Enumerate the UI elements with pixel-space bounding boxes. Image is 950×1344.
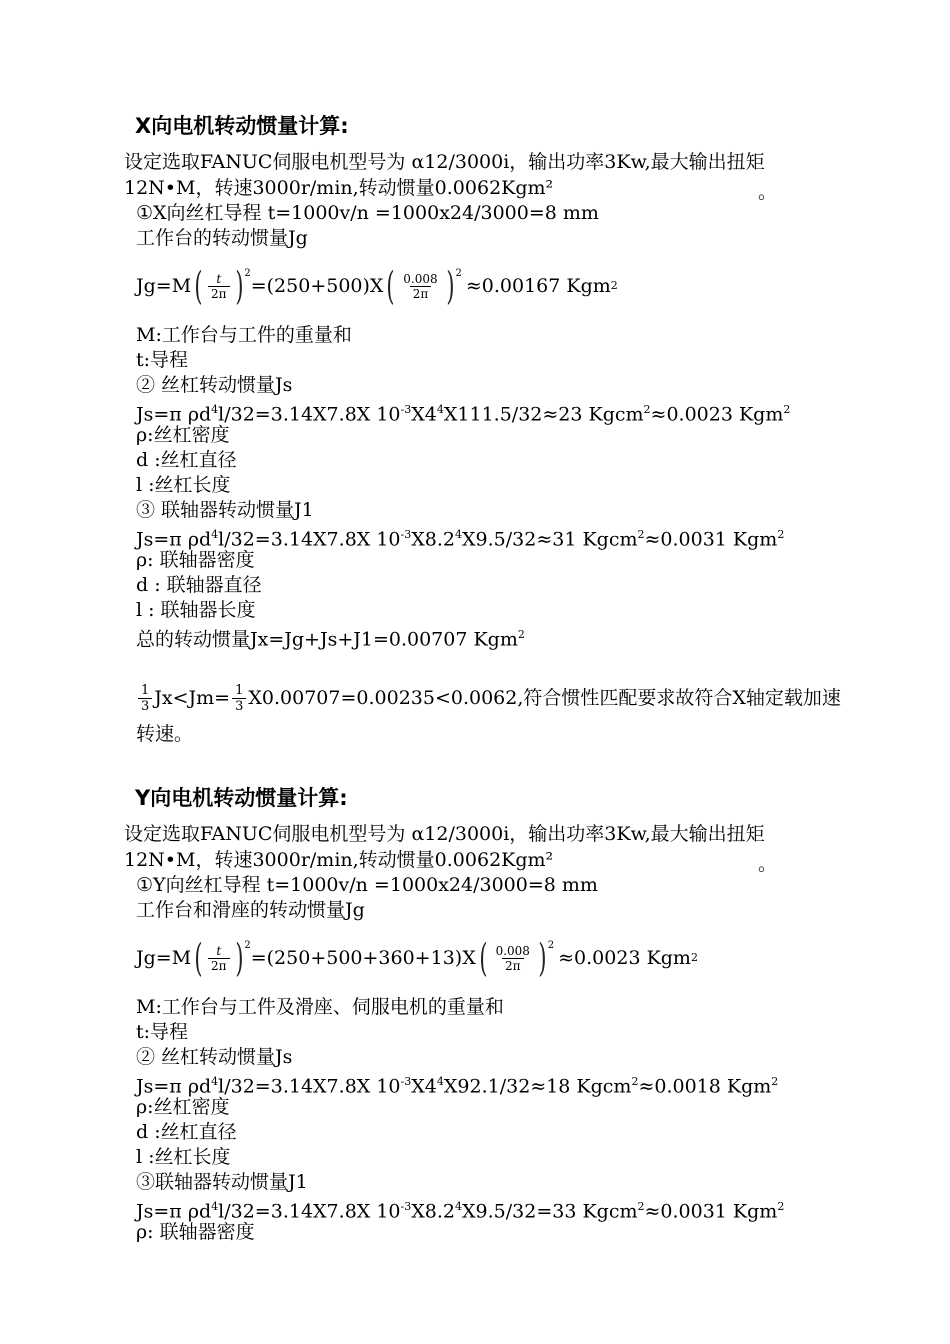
fraction-denominator: 3	[232, 698, 246, 714]
x-screw-l: l :丝杠长度	[136, 474, 231, 496]
fraction-denominator: 2π	[502, 958, 524, 973]
x-intro-line2: 12N•M，转速3000r/min,转动惯量0.0062Kgm²	[124, 177, 554, 199]
formula-part: l/32=3.14X7.8X 10	[218, 1075, 401, 1098]
formula-part: X111.5/32≈23 Kgcm	[443, 403, 644, 426]
left-paren: (	[194, 936, 203, 980]
x-screw-d: d :丝杠直径	[136, 449, 237, 471]
left-paren: (	[386, 264, 395, 308]
formula-part: X9.5/32≈31 Kgcm	[462, 528, 638, 551]
unit-exponent: 2	[610, 279, 618, 292]
fraction-numerator: 1	[141, 682, 150, 698]
y-def-M: M:工作台与工件及滑座、伺服电机的重量和	[136, 996, 504, 1018]
exponent: 2	[637, 1200, 645, 1213]
exponent: 2	[517, 628, 525, 641]
x-jg-mid: =(250+500)X	[250, 275, 384, 297]
y-t-fraction	[208, 944, 230, 973]
x-jg-lhs: Jg=M	[136, 275, 192, 297]
y-intro-period: 。	[758, 853, 778, 875]
exponent: 4	[455, 1200, 462, 1213]
fraction-numerator: t	[216, 271, 222, 286]
formula-part: X4	[411, 403, 437, 426]
x-coupling-l: l : 联轴器长度	[136, 599, 256, 621]
right-paren: )	[445, 264, 455, 308]
left-paren: (	[479, 936, 488, 980]
exponent: 4	[211, 1075, 219, 1088]
square-exponent: 2	[244, 940, 251, 951]
square-exponent: 2	[244, 268, 251, 279]
right-paren: )	[234, 936, 244, 980]
left-paren: (	[194, 264, 203, 308]
exponent: 2	[643, 403, 651, 416]
formula-part: ≈0.0018 Kgm	[638, 1075, 772, 1098]
exponent: 2	[637, 528, 645, 541]
y-intro-line2: 12N•M，转速3000r/min,转动惯量0.0062Kgm²	[124, 849, 554, 871]
check-text: Jx<Jm=	[154, 687, 231, 709]
formula-part: Js=π ρd	[136, 528, 212, 551]
formula-part: ≈0.0031 Kgm	[644, 528, 778, 551]
exponent: -3	[400, 403, 412, 416]
fraction-denominator: 2π	[208, 286, 230, 301]
check-text: X0.00707=0.00235<0.0062,符合惯性匹配要求故符合X轴定载加速	[248, 687, 841, 709]
x-def-M: M:工作台与工件的重量和	[136, 324, 352, 346]
y-jg-mid: =(250+500+360+13)X	[250, 947, 476, 969]
x-coupling-d: d : 联轴器直径	[136, 574, 262, 596]
y-lead-line: ①Y向丝杠导程 t=1000v/n =1000x24/3000=8 mm	[136, 874, 598, 896]
exponent: 4	[211, 528, 219, 541]
y-screw-formula	[136, 1070, 778, 1098]
formula-part: X8.2	[411, 528, 455, 551]
exponent: 4	[436, 403, 444, 416]
total-text: 总的转动惯量Jx=Jg+Js+J1=0.00707 Kgm	[136, 628, 518, 651]
exponent: 4	[211, 403, 219, 416]
formula-part: l/32=3.14X7.8X 10	[218, 403, 401, 426]
y-jg-formula	[136, 934, 698, 982]
formula-part: X9.5/32=33 Kgcm	[462, 1200, 638, 1223]
formula-part: ≈0.0023 Kgm	[650, 403, 784, 426]
formula-part: X4	[411, 1075, 437, 1098]
fraction-denominator: 3	[138, 698, 152, 714]
y-screw-title: ② 丝杠转动惯量Js	[136, 1046, 293, 1068]
x-jg-result: ≈0.00167 Kgm	[465, 275, 611, 297]
x-def-t: t:导程	[136, 349, 189, 371]
x-intro-period: 。	[758, 181, 778, 203]
y-jg-lhs: Jg=M	[136, 947, 192, 969]
fraction-numerator: 0.008	[495, 943, 530, 958]
x-t-fraction	[208, 272, 230, 301]
x-screw-rho: ρ:丝杠密度	[136, 424, 230, 446]
exponent: 2	[631, 1075, 639, 1088]
x-screw-formula	[136, 398, 790, 426]
right-paren: )	[538, 936, 547, 980]
square-exponent: 2	[547, 940, 555, 951]
y-def-t: t:导程	[136, 1021, 189, 1043]
exponent: 4	[455, 528, 462, 541]
x-jg-formula	[136, 262, 618, 310]
square-exponent: 2	[455, 268, 462, 279]
exponent: -3	[400, 1200, 412, 1213]
formula-part: Js=π ρd	[136, 403, 212, 426]
y-screw-d: d :丝杠直径	[136, 1121, 237, 1143]
formula-part: ≈0.0031 Kgm	[644, 1200, 778, 1223]
x-coupling-title: ③ 联轴器转动惯量J1	[136, 499, 314, 521]
x-table-inertia-label: 工作台的转动惯量Jg	[136, 227, 308, 249]
formula-part: Js=π ρd	[136, 1075, 212, 1098]
y-coupling-title: ③联轴器转动惯量J1	[136, 1171, 308, 1193]
one-third-fraction	[138, 683, 152, 714]
x-intro-line1: 设定选取FANUC伺服电机型号为 α12/3000i，输出功率3Kw,最大输出扭矩	[124, 151, 765, 173]
y-screw-l: l :丝杠长度	[136, 1146, 231, 1168]
y-jg-result: ≈0.0023 Kgm	[558, 947, 691, 969]
y-screw-rho: ρ:丝杠密度	[136, 1096, 230, 1118]
exponent: 2	[771, 1075, 779, 1088]
y-coupling-rho: ρ: 联轴器密度	[136, 1221, 255, 1243]
formula-part: l/32=3.14X7.8X 10	[218, 1200, 401, 1223]
one-third-fraction	[232, 683, 246, 714]
exponent: 2	[783, 403, 791, 416]
right-paren: )	[234, 264, 244, 308]
fraction-numerator: 0.008	[403, 271, 438, 286]
exponent: -3	[400, 1075, 412, 1088]
x-lead-fraction	[400, 272, 440, 301]
y-lead-fraction	[493, 944, 533, 973]
exponent: 4	[436, 1075, 444, 1088]
y-table-inertia-label: 工作台和滑座的转动惯量Jg	[136, 899, 365, 921]
x-coupling-rho: ρ: 联轴器密度	[136, 549, 255, 571]
exponent: 2	[777, 1200, 785, 1213]
x-screw-title: ② 丝杠转动惯量Js	[136, 374, 293, 396]
formula-part: l/32=3.14X7.8X 10	[218, 528, 401, 551]
fraction-denominator: 2π	[208, 958, 230, 973]
exponent: 4	[211, 1200, 219, 1213]
y-section-title: Y向电机转动惯量计算:	[135, 786, 348, 810]
formula-part: X8.2	[411, 1200, 455, 1223]
x-section-title: X向电机转动惯量计算:	[135, 114, 349, 138]
unit-exponent: 2	[690, 951, 698, 964]
fraction-numerator: t	[216, 943, 222, 958]
fraction-numerator: 1	[235, 682, 244, 698]
x-check-line2: 转速。	[136, 723, 194, 745]
x-total-inertia	[136, 623, 525, 651]
y-intro-line1: 设定选取FANUC伺服电机型号为 α12/3000i，输出功率3Kw,最大输出扭矩	[124, 823, 765, 845]
formula-part: X92.1/32≈18 Kgcm	[443, 1075, 632, 1098]
x-check-line	[136, 678, 841, 718]
formula-part: Js=π ρd	[136, 1200, 212, 1223]
exponent: -3	[400, 528, 412, 541]
x-lead-line: ①X向丝杠导程 t=1000v/n =1000x24/3000=8 mm	[136, 202, 599, 224]
exponent: 2	[777, 528, 785, 541]
fraction-denominator: 2π	[410, 286, 432, 301]
